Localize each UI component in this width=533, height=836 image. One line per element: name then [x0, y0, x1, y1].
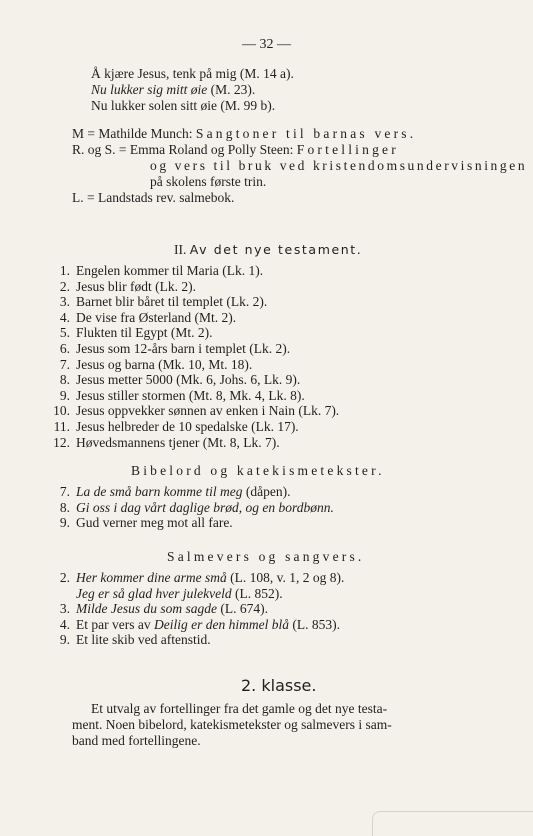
list-item	[50, 357, 252, 373]
item-number: 4.	[59, 616, 70, 632]
subsection-title: Salmevers og sangvers.	[167, 549, 365, 564]
section-title: Av det nye testament.	[189, 242, 363, 257]
item-number: 12.	[53, 434, 70, 450]
abbrev-sep: =	[118, 142, 127, 157]
item-text: Jesus helbreder de 10 spedalske (Lk. 17).	[76, 419, 299, 434]
list-item	[50, 310, 236, 326]
abbrev-continuation	[150, 174, 266, 190]
hymn-title: Nu lukker sig mitt øie	[91, 82, 208, 97]
item-text: Jesus oppvekker sønnen av enken i Nain (Lk. 7).	[76, 403, 340, 419]
item-text: (L. 852).	[231, 585, 283, 601]
abbrev-author: Landstads rev. salmebok.	[98, 190, 235, 205]
item-number: 9.	[59, 387, 70, 403]
subsection-heading	[167, 549, 365, 565]
hymn-text: Å kjære Jesus, tenk på mig (M. 14 a).	[91, 66, 294, 81]
item-title: Her kommer dine arme små	[76, 570, 227, 585]
list-item	[50, 570, 344, 586]
item-text: (L. 108, v. 1, 2 og 8).	[226, 570, 345, 585]
item-title: Deilig er den himmel blå	[153, 616, 289, 632]
abbrev-continuation	[150, 158, 527, 174]
class-text-line: Et utvalg av fortellinger fra det gamle og det nye testa-	[91, 701, 388, 716]
hymn-line	[91, 82, 255, 98]
item-text: Jesus som 12-års barn i templet (Lk. 2).	[76, 341, 291, 356]
item-text: (L. 674).	[216, 601, 268, 617]
subsection-title: Bibelord og katekismetekster.	[131, 463, 385, 478]
item-text: (dåpen).	[242, 484, 291, 499]
hymn-ref: (M. 23).	[207, 82, 256, 97]
item-title: La de små barn komme til meg	[76, 484, 243, 499]
item-number: 7.	[59, 484, 70, 499]
item-number: 6.	[59, 341, 70, 356]
list-item	[50, 515, 233, 531]
list-item	[50, 500, 334, 516]
abbrev-author: Mathilde Munch:	[98, 126, 196, 141]
list-item	[50, 484, 290, 500]
abbrev-sep: =	[87, 126, 96, 141]
hymn-line	[91, 66, 294, 82]
section-number: II.	[174, 242, 187, 257]
item-number: 3.	[59, 601, 70, 617]
item-number: 1.	[59, 263, 70, 278]
abbrev-work: Sangtoner til barnas vers.	[195, 126, 417, 141]
list-item	[50, 617, 340, 633]
item-text: Barnet blir båret til templet (Lk. 2).	[76, 294, 268, 310]
list-item	[50, 263, 263, 279]
list-item	[50, 632, 211, 648]
abbrev-key: R. og S.	[72, 142, 116, 157]
item-text: Jesus og barna (Mk. 10, Mt. 18).	[76, 356, 253, 372]
item-title: Milde Jesus du som sagde	[76, 601, 217, 617]
list-item	[50, 601, 268, 617]
list-item	[50, 388, 305, 404]
hymn-text: Nu lukker solen sitt øie (M. 99 b).	[91, 98, 276, 113]
abbrev-author: Emma Roland og Polly Steen:	[129, 142, 297, 157]
list-item	[50, 294, 267, 310]
item-text: Jesus stiller stormen (Mt. 8, Mk. 4, Lk. 8).	[76, 387, 305, 403]
item-number: 2.	[59, 570, 70, 585]
list-item	[50, 341, 290, 357]
abbrev-row	[72, 190, 234, 206]
item-number: 4.	[59, 309, 70, 325]
item-number: 9.	[59, 515, 70, 531]
item-text: De vise fra Østerland (Mt. 2).	[76, 309, 237, 325]
list-item	[50, 419, 299, 435]
subsection-heading	[131, 463, 385, 479]
abbrev-work: Fortellinger	[296, 142, 399, 157]
section-heading	[174, 242, 362, 258]
abbrev-key: L.	[72, 190, 84, 205]
abbrev-cont-text: på skolens første trin.	[150, 174, 267, 189]
class-text-line: ment. Noen bibelord, katekismetekster og salmevers i sam-	[72, 717, 392, 732]
item-number: 11.	[53, 419, 70, 434]
list-item	[50, 325, 213, 341]
abbrev-row	[72, 142, 399, 158]
item-number: 5.	[59, 325, 70, 341]
item-number: 8.	[59, 499, 70, 515]
item-text: Flukten til Egypt (Mt. 2).	[76, 325, 213, 341]
item-text: (L. 853).	[288, 616, 340, 632]
item-text: Gud verner meg mot all fare.	[76, 515, 233, 531]
item-number: 3.	[59, 294, 70, 310]
item-text: Jesus blir født (Lk. 2).	[76, 278, 196, 294]
list-item	[50, 279, 196, 295]
abbrev-key: M	[72, 126, 85, 141]
page-number: — 32 —	[242, 37, 291, 52]
class-text-line: band med fortellingene.	[72, 733, 201, 748]
item-title: Gi oss i dag vårt daglige brød, og en bordbønn.	[76, 499, 334, 515]
page-corner-mark	[372, 811, 533, 836]
item-number: 10.	[53, 403, 70, 419]
item-text: Høvedsmannens tjener (Mt. 8, Lk. 7).	[76, 434, 280, 450]
item-text: Et lite skib ved aftenstid.	[76, 632, 211, 648]
item-number: 2.	[59, 278, 70, 294]
abbrev-cont-text: og vers til bruk ved kristendomsundervisningen	[150, 158, 528, 173]
item-text: Et par vers av	[76, 616, 154, 632]
item-number: 7.	[59, 356, 70, 372]
item-number: 8.	[59, 372, 70, 388]
list-item	[50, 586, 283, 602]
item-number: 9.	[59, 632, 70, 648]
item-text: Jesus metter 5000 (Mk. 6, Johs. 6, Lk. 9).	[76, 372, 301, 388]
hymn-line	[91, 98, 275, 114]
abbrev-row	[72, 126, 416, 142]
list-item	[50, 435, 280, 451]
item-text: Engelen kommer til Maria (Lk. 1).	[76, 263, 264, 278]
abbrev-sep: =	[87, 190, 95, 205]
list-item	[50, 372, 300, 388]
class-heading: 2. klasse.	[241, 676, 317, 695]
item-title: Jeg er så glad hver julekveld	[76, 585, 232, 601]
list-item	[50, 403, 339, 419]
